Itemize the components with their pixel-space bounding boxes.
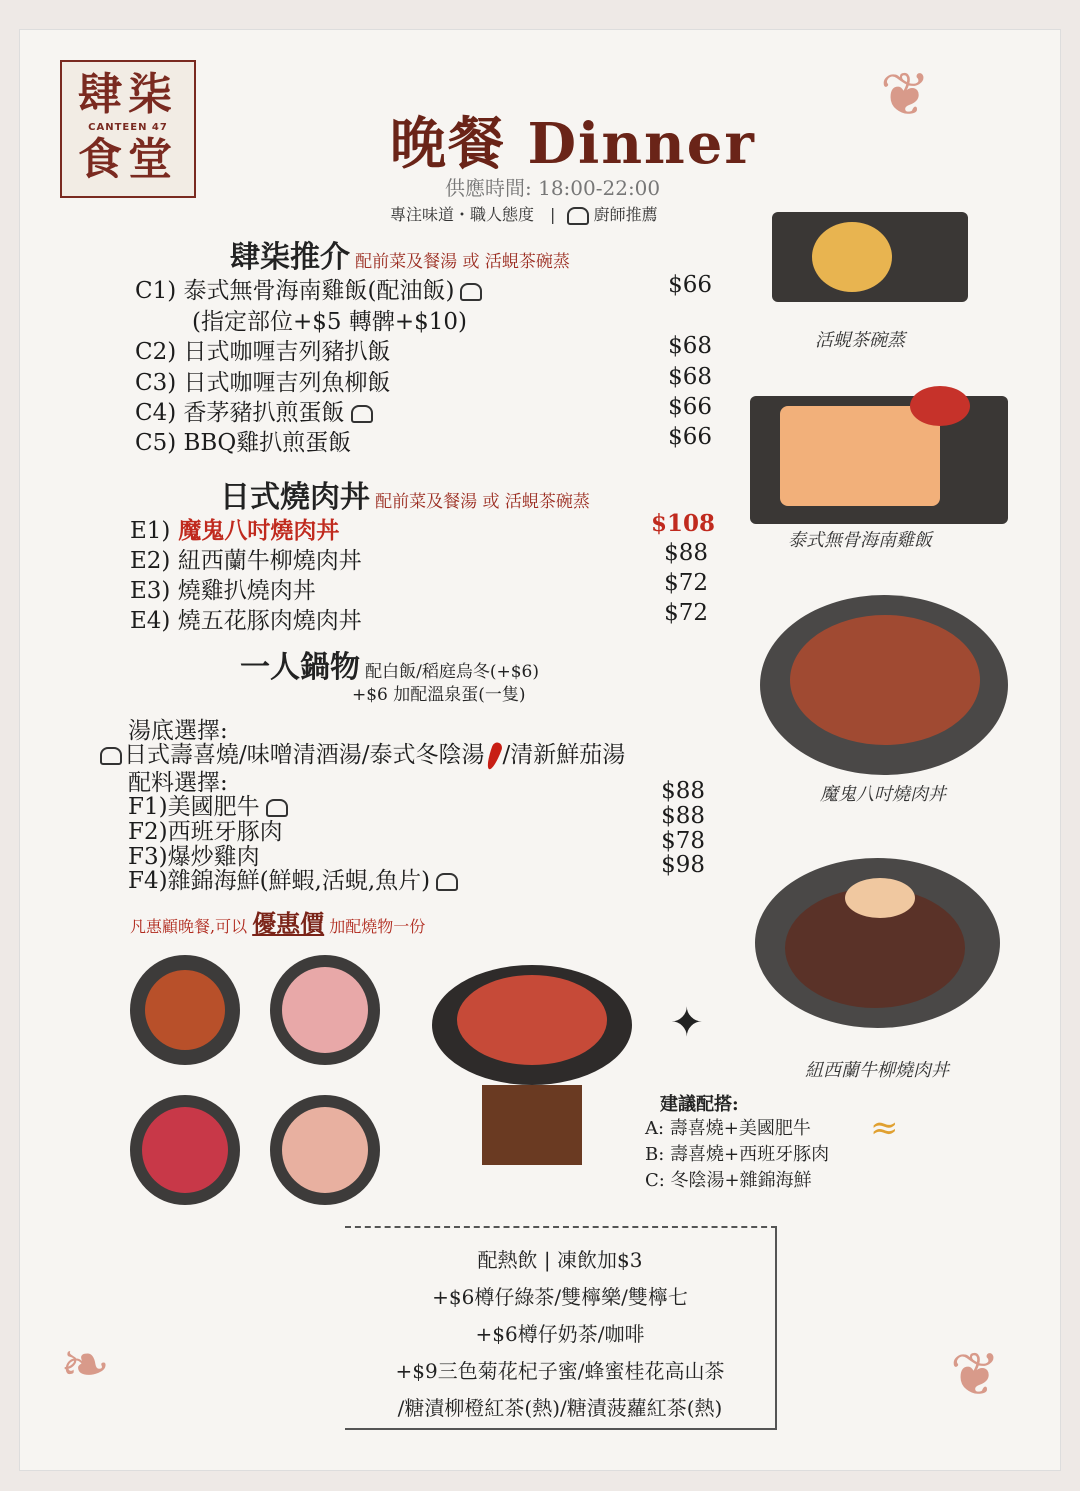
item-price: $88 xyxy=(664,540,708,566)
photo-caption: 魔鬼八吋燒肉丼 xyxy=(820,784,946,805)
section-subtitle: 配白飯/稻庭烏冬(+$6) xyxy=(365,662,539,682)
item-name: 美國肥牛 xyxy=(167,794,260,820)
item-price: $98 xyxy=(661,852,705,878)
item-code: E2) xyxy=(130,548,171,574)
restaurant-logo xyxy=(60,60,196,198)
section-title: 日式燒肉丼 xyxy=(220,480,370,515)
menu-item-c3 xyxy=(135,364,391,397)
menu-item-e1 xyxy=(130,512,339,545)
chef-hat-icon xyxy=(100,747,122,765)
item-name: 燒五花豚肉燒肉丼 xyxy=(177,608,362,634)
menu-item-e2 xyxy=(130,542,362,575)
ornament-bottom-left-icon: ❧ xyxy=(60,1330,111,1400)
item-name: 燒雞扒燒肉丼 xyxy=(177,578,316,604)
item-name: 香茅豬扒煎蛋飯 xyxy=(183,400,345,426)
item-code: C5) xyxy=(135,430,177,456)
photo-caption: 活蜆茶碗蒸 xyxy=(815,330,905,351)
promo-highlight: 優惠價 xyxy=(252,909,325,938)
logo-top-text: 肆柒 xyxy=(78,69,178,120)
drink-line: /糖漬柳橙紅茶(熱)/糖漬菠蘿紅茶(熱) xyxy=(397,1396,723,1420)
item-price: $72 xyxy=(664,570,708,596)
service-hours: 供應時間: 18:00-22:00 xyxy=(445,176,661,200)
item-code: E3) xyxy=(130,578,171,604)
suggest-title: 建議配搭: xyxy=(660,1094,739,1115)
soup-options-text-b: /清新鮮茄湯 xyxy=(502,742,626,768)
item-code: F2) xyxy=(128,819,168,845)
photo-caption: 紐西蘭牛柳燒肉丼 xyxy=(805,1060,949,1081)
item-name: 魔鬼八吋燒肉丼 xyxy=(178,517,340,544)
item-name: 日式咖喱吉列豬扒飯 xyxy=(183,339,391,365)
promo-text-c: 加配燒物一份 xyxy=(329,917,426,936)
item-price: $72 xyxy=(664,600,708,626)
hainan-chicken-photo xyxy=(750,396,1008,524)
hotpot-photo xyxy=(432,965,632,1165)
item-code: C2) xyxy=(135,339,177,365)
pork-ingredient-photo xyxy=(270,955,380,1065)
beef-ingredient-photo xyxy=(130,955,240,1065)
menu-item-c4 xyxy=(135,394,373,427)
item-code: F1) xyxy=(128,794,168,820)
item-code: F3) xyxy=(128,844,168,870)
drink-line: +$6樽仔綠茶/雙檸樂/雙檸七 xyxy=(432,1285,688,1309)
chef-hat-icon xyxy=(436,873,458,891)
menu-item-c2 xyxy=(135,333,391,366)
item-code: C4) xyxy=(135,400,177,426)
item-code: C1) xyxy=(135,278,177,304)
item-price: $66 xyxy=(668,424,712,450)
seafood-ingredient-photo xyxy=(270,1095,380,1205)
item-price: $108 xyxy=(650,510,715,537)
suggest-item: C: 冬陰湯+雜錦海鮮 xyxy=(645,1170,812,1191)
soup-label: 湯底選擇: xyxy=(128,718,228,744)
page-title: 晚餐 Dinner xyxy=(390,111,756,177)
highlight-burst-icon: ≈ xyxy=(870,1108,899,1148)
item-note: (指定部位+$5 轉髀+$10) xyxy=(192,309,467,335)
drink-line: 配熱飲 | 凍飲加$3 xyxy=(477,1248,643,1272)
item-price: $88 xyxy=(661,803,705,829)
section-donburi-header xyxy=(220,472,590,516)
item-name: 紐西蘭牛柳燒肉丼 xyxy=(177,548,362,574)
menu-page xyxy=(20,30,1060,1470)
promo-text-a: 凡惠顧晚餐,可以 xyxy=(130,917,248,936)
section-recommend-header xyxy=(230,232,570,276)
menu-item-c5 xyxy=(135,424,351,457)
item-code: F4) xyxy=(128,868,168,894)
item-name: 日式咖喱吉列魚柳飯 xyxy=(183,370,391,396)
promo-line xyxy=(130,904,425,939)
tagline xyxy=(390,202,658,225)
soup-options-text-a: 日式壽喜燒/味噌清酒湯/泰式冬陰湯 xyxy=(124,742,485,768)
item-price: $66 xyxy=(668,272,712,298)
item-code: E1) xyxy=(130,518,171,544)
nz-beef-donburi-photo xyxy=(755,858,1000,1028)
section-title: 肆柒推介 xyxy=(230,240,350,275)
ornament-top-right-icon: ❦ xyxy=(880,60,931,130)
item-price: $68 xyxy=(668,364,712,390)
item-price: $88 xyxy=(661,778,705,804)
menu-item-c1 xyxy=(135,272,482,305)
item-name: BBQ雞扒煎蛋飯 xyxy=(183,430,352,456)
suggest-item: A: 壽喜燒+美國肥牛 xyxy=(645,1118,811,1139)
ingredient-label: 配料選擇: xyxy=(128,770,228,796)
chef-hat-icon xyxy=(351,405,373,423)
item-price: $78 xyxy=(661,828,705,854)
tagline-text: 專注味道・職人態度 | xyxy=(390,205,556,224)
menu-item-f4 xyxy=(128,862,458,895)
section-subtitle-egg: +$6 加配溫泉蛋(一隻) xyxy=(352,685,526,705)
devil-donburi-photo xyxy=(760,595,1008,775)
drinks-box xyxy=(345,1226,777,1430)
ornament-bottom-right-icon: ❦ xyxy=(950,1340,1001,1410)
section-title: 一人鍋物 xyxy=(240,650,360,685)
suggest-item: B: 壽喜燒+西班牙豚肉 xyxy=(645,1144,830,1165)
menu-item-e4 xyxy=(130,602,362,635)
logo-bottom-text: 食堂 xyxy=(78,134,178,185)
drink-line: +$9三色菊花杞子蜜/蜂蜜桂花高山茶 xyxy=(395,1359,725,1383)
menu-item-e3 xyxy=(130,572,316,605)
chili-spicy-icon xyxy=(484,741,503,771)
drink-line: +$6樽仔奶茶/咖啡 xyxy=(475,1322,645,1346)
photo-caption: 泰式無骨海南雞飯 xyxy=(788,530,932,551)
section-subtitle: 配前菜及餐湯 或 活蜆茶碗蒸 xyxy=(375,492,590,512)
sparkle-icon: ✦ xyxy=(670,1000,704,1046)
chef-recommend-label: 廚師推薦 xyxy=(593,205,658,224)
item-price: $66 xyxy=(668,394,712,420)
item-price: $68 xyxy=(668,333,712,359)
item-name: 泰式無骨海南雞飯(配油飯) xyxy=(183,278,455,304)
item-name: 西班牙豚肉 xyxy=(167,819,283,845)
chawanmushi-photo xyxy=(772,212,968,302)
chef-hat-icon xyxy=(460,283,482,301)
item-name: 雜錦海鮮(鮮蝦,活蜆,魚片) xyxy=(167,868,431,894)
section-subtitle: 配前菜及餐湯 或 活蜆茶碗蒸 xyxy=(355,252,570,272)
item-name: 爆炒雞肉 xyxy=(167,844,260,870)
item-code: E4) xyxy=(130,608,171,634)
logo-english-text: CANTEEN 47 xyxy=(88,122,168,133)
chef-hat-icon xyxy=(567,207,589,225)
item-code: C3) xyxy=(135,370,177,396)
sliced-beef-ingredient-photo xyxy=(130,1095,240,1205)
